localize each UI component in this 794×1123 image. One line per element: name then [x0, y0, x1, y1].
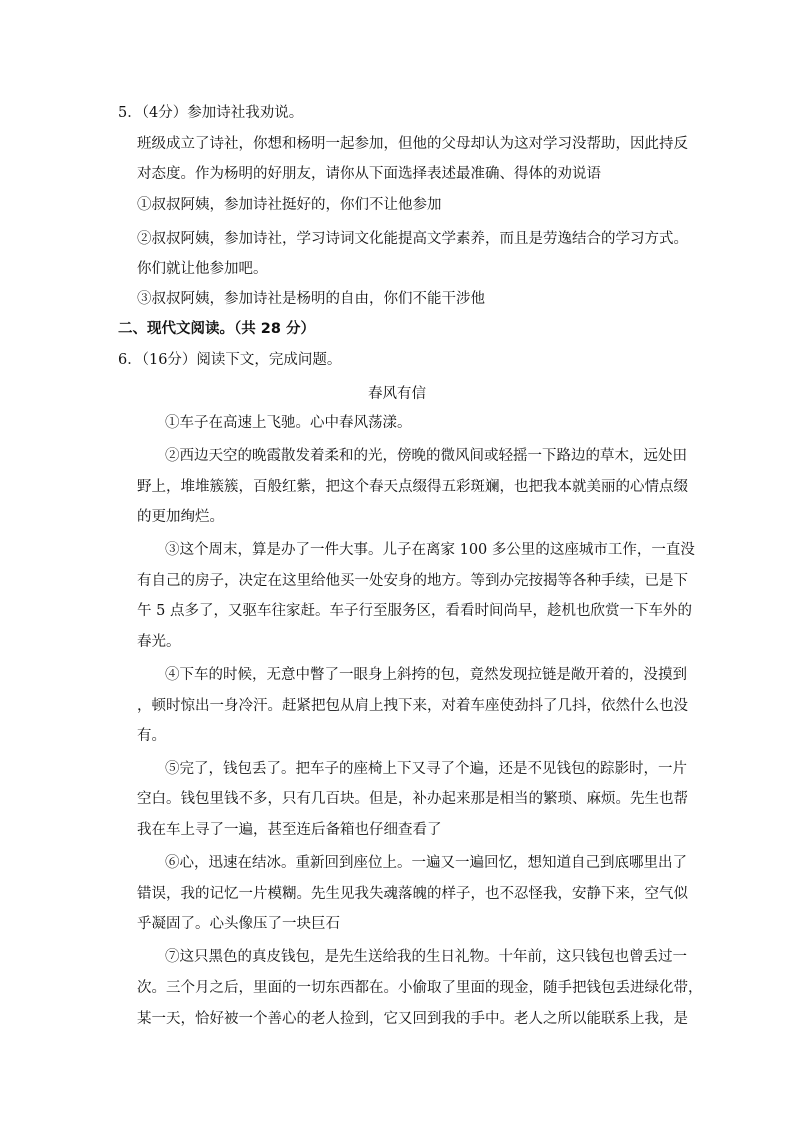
article-line: ，顿时惊出一身冷汗。赶紧把包从肩上拽下来，对着车座使劲抖了几抖，依然什么也没 [137, 698, 688, 714]
article-line: 次。三个月之后，里面的一切东西都在。小偷取了里面的现金，随手把钱包丢进绿化带， [137, 980, 703, 996]
article-title: 春风有信 [368, 386, 426, 402]
q5-title: 5．（4分）参加诗社我劝说。 [118, 105, 304, 121]
article-line: 春光。 [137, 634, 181, 650]
q5-body-line-1: 班级成立了诗社，你想和杨明一起参加，但他的父母却认为这对学习没帮助，因此持反 [137, 136, 688, 152]
q5-option-3: ③叔叔阿姨，参加诗社是杨明的自由，你们不能干涉他 [137, 291, 485, 307]
q5-option-1: ①叔叔阿姨，参加诗社挺好的，你们不让他参加 [137, 197, 442, 213]
article-line: ④下车的时候，无意中瞥了一眼身上斜挎的包，竟然发现拉链是敞开着的，没摸到 [165, 667, 687, 683]
article-line: 空白。钱包里钱不多，只有几百块。但是，补办起来那是相当的繁琐、麻烦。先生也帮 [137, 791, 688, 807]
article-line: 午 5 点多了，又驱车往家赶。车子行至服务区，看看时间尚早，趁机也欣赏一下车外的 [137, 603, 692, 619]
article-line: 有自己的房子，决定在这里给他买一处安身的地方。等到办完按揭等各种手续，已是下 [137, 573, 688, 589]
article-line: 有。 [137, 728, 166, 744]
article-line: 的更加绚烂。 [137, 509, 224, 525]
q5-body-line-2: 对态度。作为杨明的好朋友，请你从下面选择表述最准确、得体的劝说语 [137, 166, 601, 182]
section-heading: 二、现代文阅读。（共 28 分） [118, 321, 316, 337]
article-line: 我在车上寻了一遍，甚至连后备箱也仔细查看了 [137, 822, 442, 838]
article-line: ①车子在高速上飞驰。心中春风荡漾。 [165, 415, 412, 431]
article-line: 野上，堆堆簇簇，百般红紫，把这个春天点缀得五彩斑斓，也把我本就美丽的心情点缀 [137, 479, 688, 495]
article-line: 某一天，恰好被一个善心的老人捡到，它又回到我的手中。老人之所以能联系上我，是 [137, 1011, 688, 1027]
q5-option-2-cont: 你们就让他参加吧。 [137, 261, 268, 277]
article-line: ③这个周末，算是办了一件大事。儿子在离家 100 多公里的这座城市工作，一直没 [165, 542, 695, 558]
article-line: ⑥心，迅速在结冰。重新回到座位上。一遍又一遍回忆，想知道自己到底哪里出了 [165, 855, 687, 871]
article-line: ②西边天空的晚霞散发着柔和的光，傍晚的微风间或轻摇一下路边的草木，远处田 [165, 448, 687, 464]
article-line: 错误，我的记忆一片模糊。先生见我失魂落魄的样子，也不忍怪我，安静下来，空气似 [137, 886, 688, 902]
article-line: ⑤完了，钱包丢了。把车子的座椅上下又寻了个遍，还是不见钱包的踪影时，一片 [165, 761, 687, 777]
article-line: 乎凝固了。心头像压了一块巨石 [137, 916, 340, 932]
article-line: ⑦这只黑色的真皮钱包，是先生送给我的生日礼物。十年前，这只钱包也曾丢过一 [165, 949, 687, 965]
q6-title: 6．（16分）阅读下文，完成问题。 [118, 352, 342, 368]
q5-option-2: ②叔叔阿姨，参加诗社，学习诗词文化能提高文学素养，而且是劳逸结合的学习方式。 [137, 231, 688, 247]
